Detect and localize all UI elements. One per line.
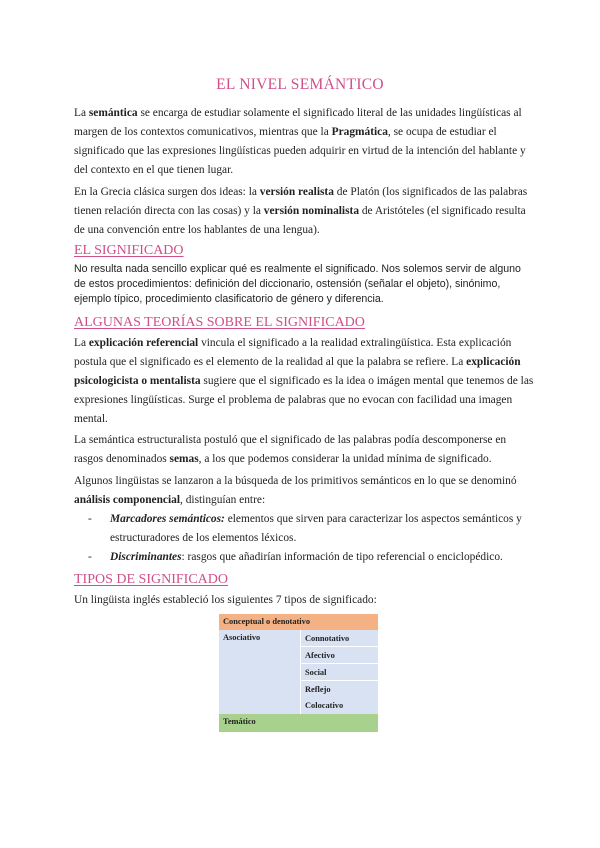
list-item-marcadores <box>88 510 534 548</box>
tipos-table <box>219 614 378 732</box>
text-run: , distinguían entre: <box>180 494 266 506</box>
bold-term: semántica <box>88 107 138 119</box>
bold-term: versión realista <box>259 186 334 198</box>
bullet-text: : rasgos que añadirían información de tipo referencial o enciclopédico. <box>181 551 503 563</box>
text-run: La <box>74 337 89 349</box>
heading-significado: EL SIGNIFICADO <box>74 243 184 258</box>
intro-paragraph-1 <box>74 104 534 180</box>
intro-paragraph-2 <box>74 183 534 240</box>
teorias-paragraph-3 <box>74 472 534 510</box>
table-cell-afectivo: Afectivo <box>301 647 378 664</box>
text-run: , a los que podemos considerar la unidad mínima de significado. <box>198 453 492 465</box>
table-cell-tematico: Temático <box>219 714 378 732</box>
teorias-paragraph-2 <box>74 431 534 469</box>
text-run: La semántica estructuralista postuló que el significado de las palabras podía descomponerse en rasgos denominados <box>74 434 507 465</box>
table-cell-asociativo: Asociativo <box>219 630 301 714</box>
text-run: En la Grecia clásica surgen dos ideas: la <box>74 186 260 198</box>
table-cell-reflejo: Reflejo <box>301 681 378 698</box>
table-cell-social: Social <box>301 664 378 681</box>
bold-term: explicación referencial <box>88 337 199 349</box>
table-cell-conceptual: Conceptual o denotativo <box>219 614 378 630</box>
text-run: de Aristóteles (el significado resulta de una convención entre los hablantes de una lengua). <box>74 205 526 236</box>
bold-term: Pragmática <box>331 126 388 138</box>
tipos-intro: Un lingüista inglés estableció los siguientes 7 tipos de significado: <box>74 594 377 606</box>
text-run: Algunos lingüistas se lanzaron a la búsqueda de los primitivos semánticos en lo que se denominó <box>74 475 517 487</box>
bullet-term: Marcadores semánticos: <box>110 513 225 525</box>
bullet-text: elementos que sirven para caracterizar los aspectos semánticos y estructuradores de los elementos léxicos. <box>110 513 522 544</box>
text-run: La <box>74 107 89 119</box>
text-run: , se ocupa de estudiar el significado que las expresiones lingüísticas pueden adquirir en virtud de la intención del hablante y del contexto en el que tienen lugar. <box>74 126 526 176</box>
text-run: vincula el significado a la realidad extralingüística. Esta explicación postula que el significado es el elemento de la realidad al que la palabra se refiere. La <box>74 337 512 368</box>
bullet-term: Discriminantes <box>110 551 182 563</box>
teorias-paragraph-1 <box>74 334 534 429</box>
text-run: sugiere que el significado es la idea o imágen mental que tenemos de las expresiones lingüísticas. Surge el problema de palabras que no evocan con facilidad una imagen mental. <box>74 375 534 425</box>
text-run: se encarga de estudiar solamente el significado literal de las unidades lingüísticas al margen de los contextos comunicativos, mientras que la <box>74 107 522 138</box>
significado-paragraph: No resulta nada sencillo explicar qué es realmente el significado. Nos solemos servir de alguno de estos procedimientos: definición del diccionario, ostensión (señalar el objeto), sinónimo, ejemplo típico, procedimiento clasificatorio de género y diferencia. <box>74 263 521 305</box>
bullet-dash: - <box>88 551 92 563</box>
bullet-dash: - <box>88 513 92 525</box>
bold-term: versión nominalista <box>263 205 360 217</box>
list-item-discriminantes <box>88 548 534 567</box>
heading-tipos: TIPOS DE SIGNIFICADO <box>74 572 229 587</box>
table-cell-connotativo: Connotativo <box>301 630 378 647</box>
bold-term: explicación psicologicista o mentalista <box>74 356 521 387</box>
bold-term: análisis componencial <box>74 494 181 506</box>
table-cell-colocativo: Colocativo <box>301 698 378 714</box>
bold-term: semas <box>169 453 199 465</box>
heading-teorias: ALGUNAS TEORÍAS SOBRE EL SIGNIFICADO <box>74 315 365 330</box>
text-run: de Platón (los significados de las palabras tienen relación directa con las cosas) y la <box>74 186 528 217</box>
page-title: EL NIVEL SEMÁNTICO <box>216 76 384 93</box>
